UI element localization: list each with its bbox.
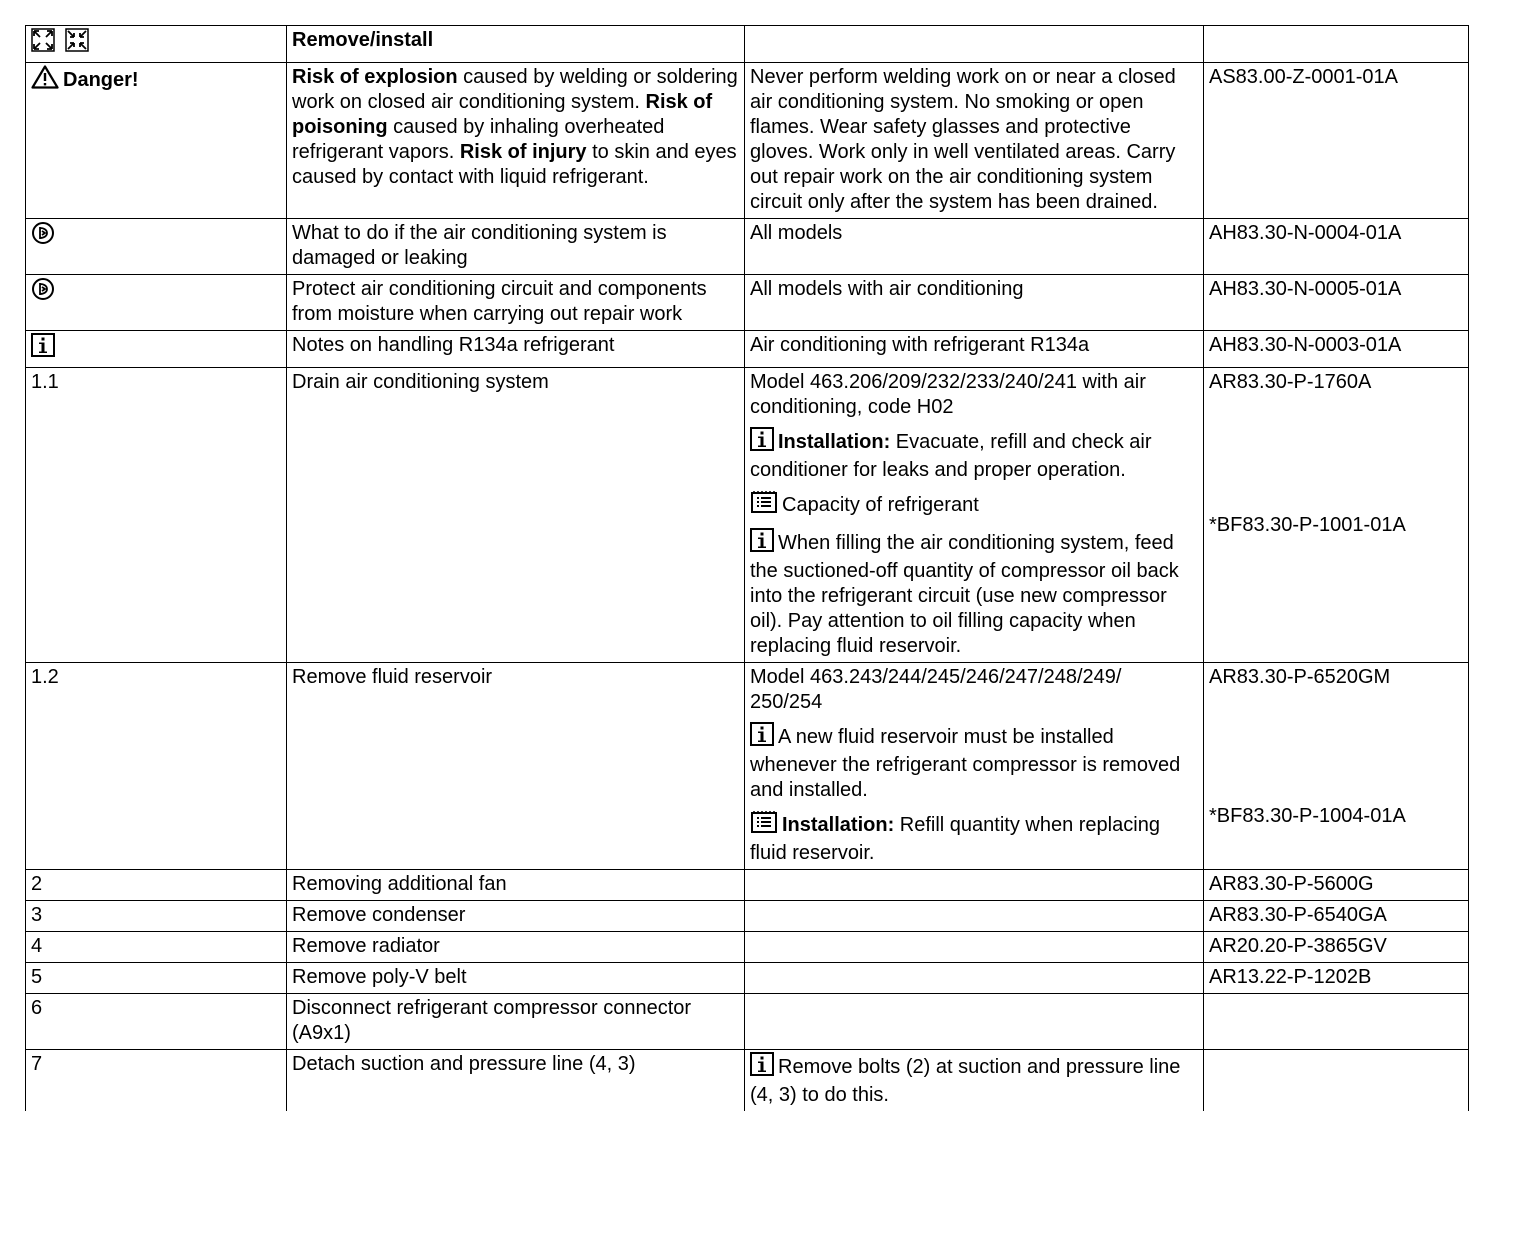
reservoir-note-text: A new fluid reservoir must be installed whenever the refrigerant compressor is removed and installed. [750,726,1181,801]
danger-measures: Never perform welding work on or near a closed air conditioning system. No smoking or open flames. Wear safety glasses and protective gloves. Work only in well ventilated areas. Carry out repair work on the air conditioning system circuit only after the system has been drained. [745,63,1204,219]
header-icons-cell [26,26,287,63]
step-ref[interactable]: AR83.30-P-5600G [1204,870,1469,901]
step-ref-capacity[interactable]: *BF83.30-P-1001-01A [1209,514,1406,536]
warning-triangle-icon [31,65,59,96]
step-ref [1204,994,1469,1050]
note-applies: All models with air conditioning [745,275,1204,331]
install-label: Installation: [782,814,895,836]
spec-table-icon [750,490,778,521]
capacity-text: Capacity of refrigerant [782,494,979,516]
step-ref[interactable]: AR13.22-P-1202B [1204,963,1469,994]
step-details [745,870,1204,901]
step-details [745,901,1204,932]
step-row [26,932,1469,963]
step-task: Removing additional fan [287,870,745,901]
step-details [745,368,1204,663]
step-row [26,368,1469,663]
danger-ref[interactable]: AS83.00-Z-0001-01A [1204,63,1469,219]
step-refs [1204,368,1469,663]
install-text: Evacuate, refill and check air conditioner for leaks and proper operation. [750,431,1152,481]
step-task: Remove poly-V belt [287,963,745,994]
step-task: Remove condenser [287,901,745,932]
step-ref[interactable]: AR20.20-P-3865GV [1204,932,1469,963]
note-applies: Air conditioning with refrigerant R134a [745,331,1204,368]
step-refs [1204,663,1469,870]
step-details [745,963,1204,994]
environment-note-icon [31,221,55,252]
header-empty-4 [1204,26,1469,63]
danger-row [26,63,1469,219]
note-icon-cell [26,275,287,331]
step-number: 1.2 [26,663,287,870]
step-details [745,663,1204,870]
bolts-note-text: Remove bolts (2) at suction and pressure line (4, 3) to do this. [750,1056,1181,1106]
step-details [745,994,1204,1050]
step-number: 1.1 [26,368,287,663]
step-ref[interactable]: AR83.30-P-1760A [1209,371,1372,393]
install-note [750,427,1198,483]
environment-note-icon [31,277,55,308]
header-empty-3 [745,26,1204,63]
note-text: Protect air conditioning circuit and components from moisture when carrying out repair work [287,275,745,331]
step-ref-refill[interactable]: *BF83.30-P-1004-01A [1209,805,1406,827]
step-task: Disconnect refrigerant compressor connector (A9x1) [287,994,745,1050]
danger-cell [26,63,287,219]
step-number: 7 [26,1050,287,1112]
note-ref[interactable]: AH83.30-N-0005-01A [1204,275,1469,331]
step-row [26,963,1469,994]
info-icon [750,722,774,753]
step-ref[interactable]: AR83.30-P-6540GA [1204,901,1469,932]
reservoir-note [750,722,1198,803]
step-task: Remove fluid reservoir [287,663,745,870]
note-text: Notes on handling R134a refrigerant [287,331,745,368]
step-details [745,1050,1204,1112]
expand-arrows-icon[interactable] [31,28,55,59]
step-number: 2 [26,870,287,901]
step-model: Model 463.243/244/245/246/247/248/249/ 250/254 [750,666,1122,713]
install-text: Refill quantity when replacing fluid reservoir. [750,814,1160,864]
fill-note-text: When filling the air conditioning system, feed the suctioned-off quantity of compressor oil back into the refrigerant circuit (use new compressor oil). Pay attention to oil filling capacity when replacing fluid reservoir. [750,532,1179,657]
step-number: 6 [26,994,287,1050]
step-number: 5 [26,963,287,994]
step-ref[interactable]: AR83.30-P-6520GM [1209,666,1391,688]
risk-explosion: Risk of explosion [292,66,458,88]
note-ref[interactable]: AH83.30-N-0004-01A [1204,219,1469,275]
info-icon [750,1052,774,1083]
step-ref [1204,1050,1469,1112]
risk-poisoning-text: caused by inhaling overheated refrigerant vapors. [292,116,665,163]
note-row [26,219,1469,275]
step-task: Detach suction and pressure line (4, 3) [287,1050,745,1112]
risk-poisoning: Risk of poisoning [292,91,713,138]
risk-injury: Risk of injury [459,141,587,163]
note-row [26,331,1469,368]
spec-table-icon [750,810,778,841]
info-icon [750,528,774,559]
step-model: Model 463.206/209/232/233/240/241 with air conditioning, code H02 [750,371,1146,418]
step-task: Drain air conditioning system [287,368,745,663]
ref-spacer [1209,395,1463,513]
step-row [26,1050,1469,1112]
ref-spacer [1209,690,1463,804]
note-icon-cell [26,219,287,275]
procedure-table [25,25,1469,1111]
note-text: What to do if the air conditioning system is damaged or leaking [287,219,745,275]
bolts-note [750,1052,1198,1108]
install-label: Installation: [778,431,891,453]
header-title: Remove/install [287,26,745,63]
capacity-note [750,490,1198,521]
risk-injury-text: to skin and eyes caused by contact with liquid refrigerant. [292,141,737,188]
info-icon [750,427,774,458]
step-number: 4 [26,932,287,963]
step-row [26,663,1469,870]
danger-label: Danger! [63,69,139,91]
step-details [745,932,1204,963]
step-row [26,901,1469,932]
note-row [26,275,1469,331]
risk-explosion-text: caused by welding or soldering work on closed air conditioning system. [292,66,738,113]
collapse-arrows-icon[interactable] [65,28,89,59]
danger-risks [287,63,745,219]
header-row [26,26,1469,63]
info-icon [31,333,55,364]
note-ref[interactable]: AH83.30-N-0003-01A [1204,331,1469,368]
note-icon-cell [26,331,287,368]
note-applies: All models [745,219,1204,275]
fill-note [750,528,1198,659]
step-row [26,870,1469,901]
step-task: Remove radiator [287,932,745,963]
step-row [26,994,1469,1050]
refill-note [750,810,1198,866]
step-number: 3 [26,901,287,932]
